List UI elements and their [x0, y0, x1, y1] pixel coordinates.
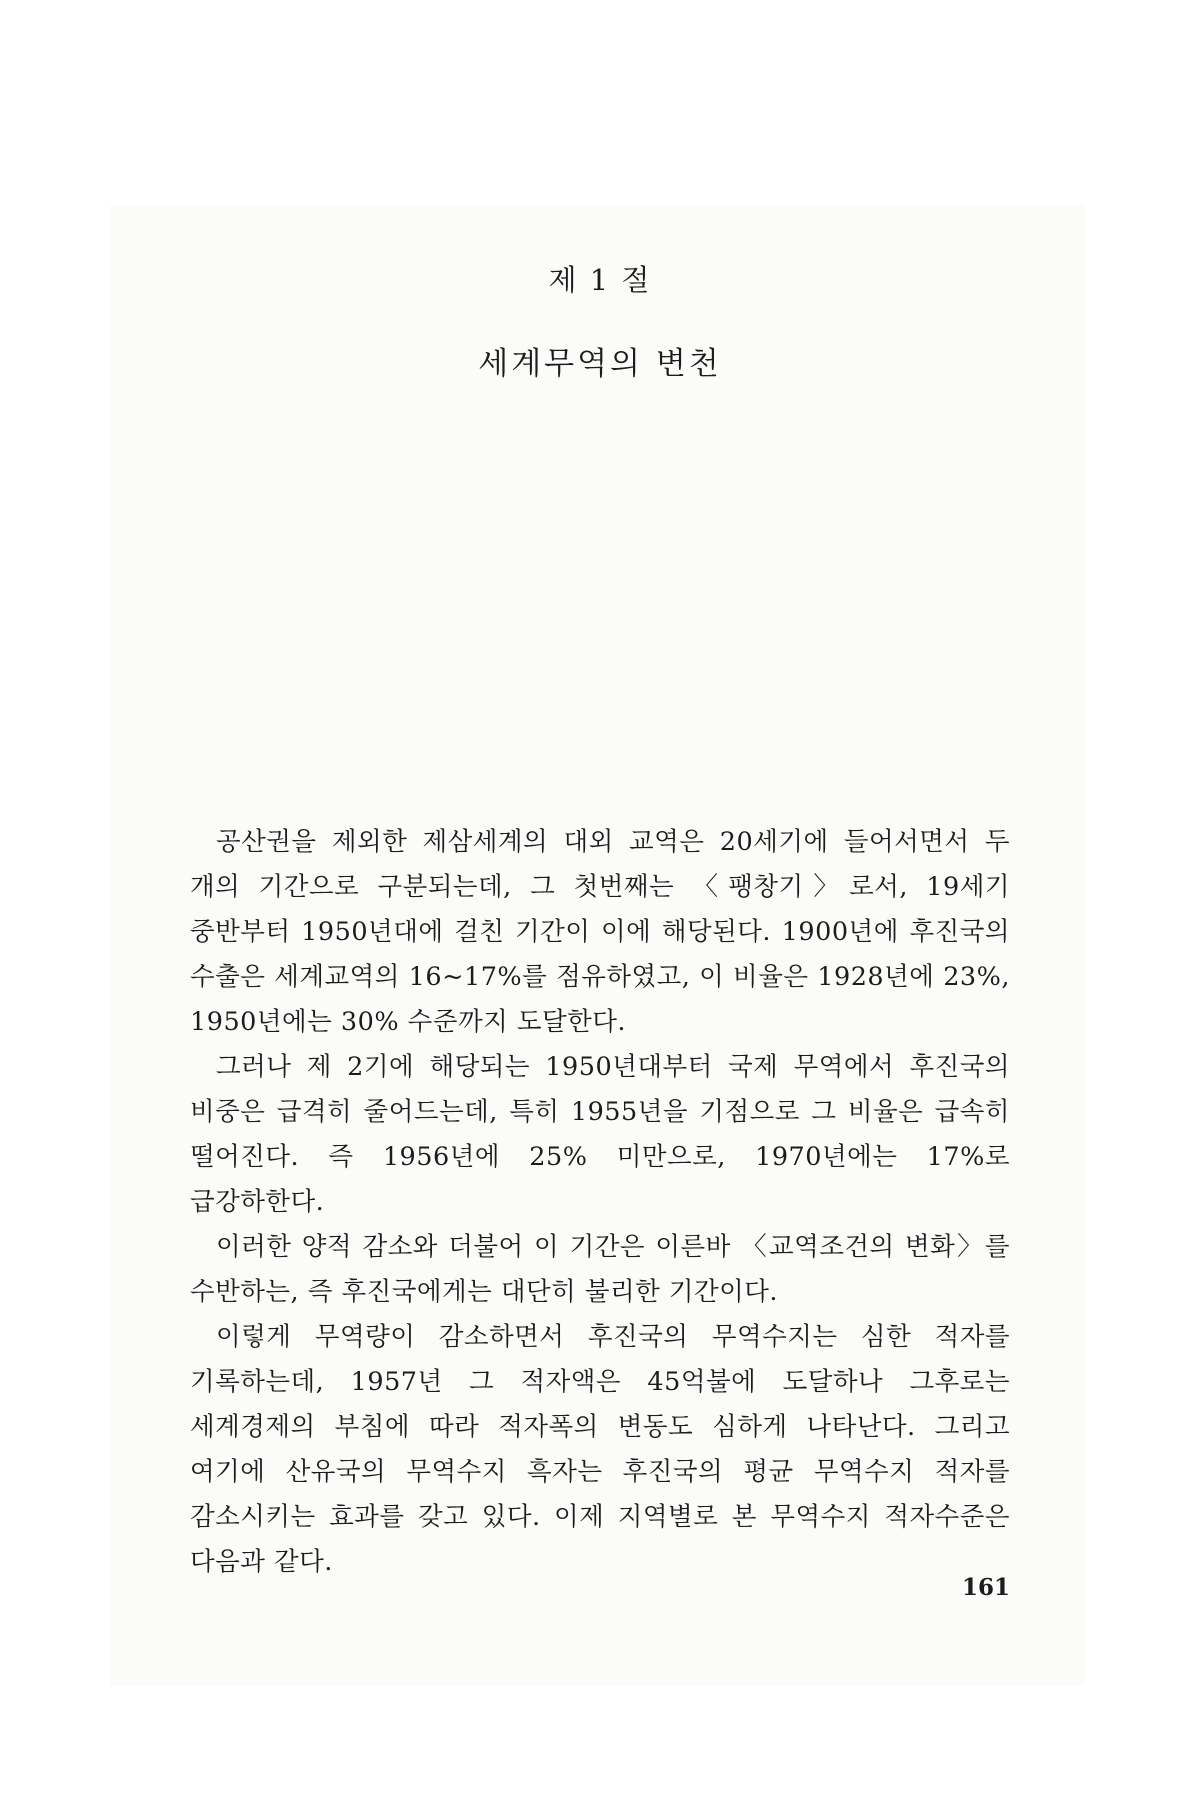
body-text	[190, 820, 1010, 1585]
paragraph: 그러나 제 2기에 해당되는 1950년대부터 국제 무역에서 후진국의 비중은 급격히 줄어드는데, 특히 1955년을 기점으로 그 비율은 급속히 떨어진다. 즉 1956년에 25% 미만으로, 1970년에는 17%로 급강하한다.	[190, 1052, 1010, 1217]
page-number: 161	[961, 1574, 1010, 1601]
section-number: 제 1 절	[548, 263, 652, 297]
section-title: 세계무역의 변천	[478, 346, 722, 382]
paragraph: 이렇게 무역량이 감소하면서 후진국의 무역수지는 심한 적자를 기록하는데, 1957년 그 적자액은 45억불에 도달하나 그후로는 세계경제의 부침에 따라 적자폭의 변동도 심하게 나타난다. 그리고 여기에 산유국의 무역수지 흑자는 후진국의 평균 무역수지 적자를 감소시키는 효과를 갖고 있다. 이제 지역별로 본 무역수지 적자수준은 다음과 같다.	[190, 1322, 1010, 1577]
paragraph: 이러한 양적 감소와 더불어 이 기간은 이른바 〈교역조건의 변화〉를 수반하는, 즉 후진국에게는 대단히 불리한 기간이다.	[190, 1232, 1010, 1307]
paragraph: 공산권을 제외한 제삼세계의 대외 교역은 20세기에 들어서면서 두 개의 기간으로 구분되는데, 그 첫번째는 〈팽창기〉로서, 19세기 중반부터 1950년대에 걸친 기간이 이에 해당된다. 1900년에 후진국의 수출은 세계교역의 16~17%를 점유하였고, 이 비율은 1928년에 23%, 1950년에는 30% 수준까지 도달한다.	[190, 827, 1010, 1037]
